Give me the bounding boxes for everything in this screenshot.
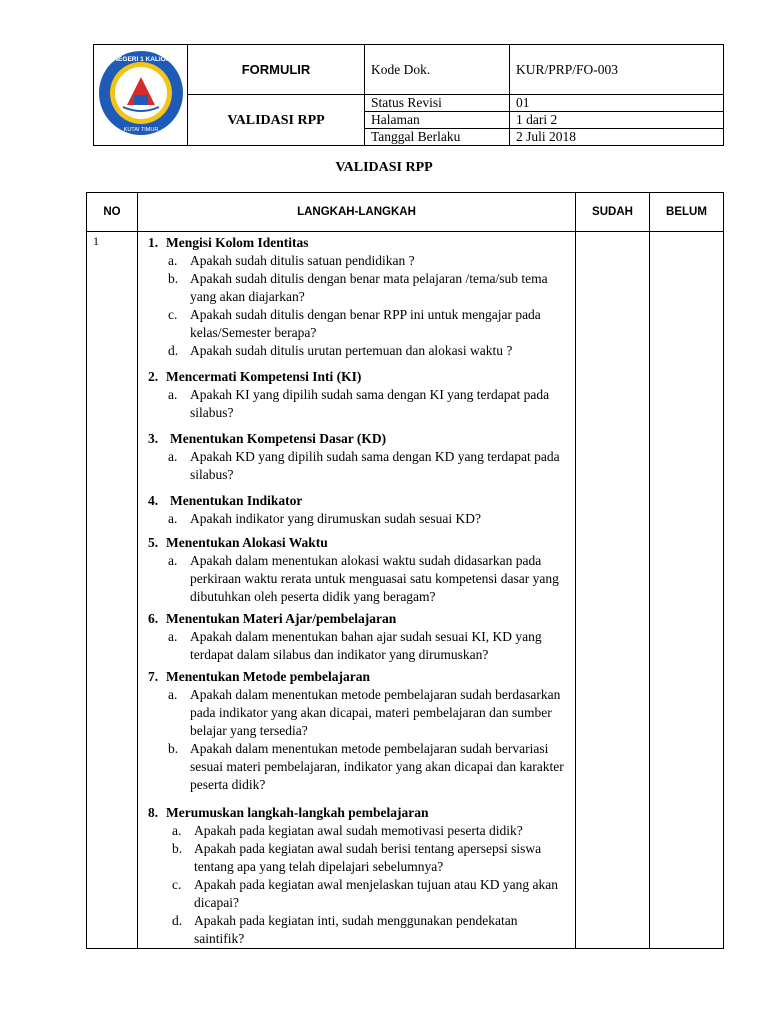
item-question: Apakah sudah ditulis dengan benar mata pelajaran /tema/sub tema yang akan diajarkan? (190, 271, 548, 304)
document-title: VALIDASI RPP (335, 160, 433, 175)
step-title (138, 234, 575, 252)
meta-value: 2 Juli 2018 (510, 129, 724, 146)
step-title-text: Mencermati Kompetensi Inti (KI) (166, 369, 362, 384)
step-title-text: Menentukan Indikator (170, 493, 303, 508)
item-letter: d. (172, 913, 183, 928)
step-8 (138, 804, 575, 948)
step-6 (138, 610, 575, 664)
checklist-item (138, 448, 575, 484)
meta-label: Halaman (365, 112, 510, 129)
item-letter: a. (168, 253, 178, 268)
item-letter: d. (168, 343, 179, 358)
step-title (138, 610, 575, 628)
item-question: Apakah KD yang dipilih sudah sama dengan KD yang terdapat pada silabus? (190, 449, 560, 482)
checklist-item (138, 876, 575, 912)
table-row (87, 232, 724, 949)
step-title (138, 368, 575, 386)
item-question: Apakah sudah ditulis satuan pendidikan ? (190, 253, 415, 268)
checklist-item (138, 912, 575, 948)
item-question: Apakah pada kegiatan awal menjelaskan tujuan atau KD yang akan dicapai? (194, 877, 558, 910)
step-number: 2. (148, 369, 159, 384)
step-number: 6. (148, 611, 159, 626)
step-3 (138, 430, 575, 484)
step-4 (138, 492, 575, 528)
checklist-item (138, 252, 575, 270)
meta-value: 01 (510, 95, 724, 112)
belum-checkbox-cell[interactable] (650, 232, 724, 949)
steps-cell (138, 232, 576, 949)
item-letter: c. (172, 877, 182, 892)
step-title-text: Mengisi Kolom Identitas (166, 235, 309, 250)
item-question: Apakah sudah ditulis urutan pertemuan dan alokasi waktu ? (190, 343, 513, 358)
document-header (93, 44, 724, 146)
meta-label: Kode Dok. (365, 45, 510, 95)
form-label: FORMULIR (241, 61, 311, 77)
item-letter: a. (168, 387, 178, 402)
logo-text: SMK NEGERI 1 KALIORANG (96, 56, 185, 63)
checklist-item (138, 386, 575, 422)
step-7 (138, 668, 575, 794)
form-title-cell (188, 95, 365, 146)
logo-cell (94, 45, 188, 146)
step-title-text: Merumuskan langkah-langkah pembelajaran (166, 805, 429, 820)
step-title (138, 804, 575, 822)
checklist-item (138, 628, 575, 664)
item-letter: b. (168, 271, 179, 286)
header-steps: LANGKAH-LANGKAH (138, 193, 576, 232)
step-number: 4. (148, 493, 159, 508)
step-title (138, 668, 575, 686)
checklist-item (138, 740, 575, 794)
item-question: Apakah pada kegiatan inti, sudah menggunakan pendekatan saintifik? (194, 913, 518, 946)
step-title (138, 534, 575, 552)
header-no: NO (87, 193, 138, 232)
step-title-text: Menentukan Kompetensi Dasar (KD) (170, 431, 387, 446)
step-title-text: Menentukan Alokasi Waktu (166, 535, 328, 550)
step-number: 8. (148, 805, 159, 820)
item-question: Apakah sudah ditulis dengan benar RPP ini untuk mengajar pada kelas/Semester berapa? (190, 307, 541, 340)
item-letter: b. (168, 741, 179, 756)
checklist-item (138, 270, 575, 306)
form-title: VALIDASI RPP (227, 112, 325, 128)
item-letter: a. (168, 511, 178, 526)
row-number: 1 (87, 232, 138, 949)
item-question: Apakah dalam menentukan bahan ajar sudah sesuai KI, KD yang terdapat dalam silabus dan indikator yang dirumuskan? (190, 629, 542, 662)
school-logo (97, 47, 185, 139)
item-letter: a. (168, 553, 178, 568)
checklist-item (138, 840, 575, 876)
step-number: 7. (148, 669, 159, 684)
steps-list (138, 234, 575, 948)
item-question: Apakah indikator yang dirumuskan sudah sesuai KD? (190, 511, 481, 526)
step-title (138, 492, 575, 510)
checklist-item (138, 552, 575, 606)
step-title-text: Menentukan Materi Ajar/pembelajaran (166, 611, 397, 626)
item-question: Apakah dalam menentukan alokasi waktu sudah didasarkan pada perkiraan waktu rerata untuk menguasai satu kompetensi dasar yang dibutuhkan oleh peserta didik yang beragam? (190, 553, 559, 604)
header-belum: BELUM (650, 193, 724, 232)
step-5 (138, 534, 575, 606)
step-1 (138, 234, 575, 360)
meta-value: KUR/PRP/FO-003 (510, 45, 724, 95)
item-question: Apakah dalam menentukan metode pembelajaran sudah bervariasi sesuai materi pembelajaran, indikator yang akan dicapai dan karakter peserta didik? (190, 741, 564, 792)
logo-subtext: KUTAI TIMUR (123, 127, 158, 133)
table-header-row (87, 193, 724, 232)
checklist-item (138, 686, 575, 740)
checklist-item (138, 306, 575, 342)
checklist-item (138, 342, 575, 360)
step-number: 5. (148, 535, 159, 550)
sudah-checkbox-cell[interactable] (576, 232, 650, 949)
item-letter: a. (168, 687, 178, 702)
item-letter: b. (172, 841, 183, 856)
step-number: 1. (148, 235, 159, 250)
step-title (138, 430, 575, 448)
meta-value: 1 dari 2 (510, 112, 724, 129)
meta-label: Tanggal Berlaku (365, 129, 510, 146)
validation-table (86, 192, 724, 949)
item-question: Apakah KI yang dipilih sudah sama dengan KI yang terdapat pada silabus? (190, 387, 550, 420)
step-title-text: Menentukan Metode pembelajaran (166, 669, 370, 684)
item-question: Apakah pada kegiatan awal sudah memotivasi peserta didik? (194, 823, 523, 838)
item-letter: a. (168, 449, 178, 464)
item-question: Apakah dalam menentukan metode pembelajaran sudah berdasarkan pada indikator yang akan dicapai, materi pembelajaran dan sumber belajar yang tersedia? (190, 687, 561, 738)
step-2 (138, 368, 575, 422)
item-letter: a. (168, 629, 178, 644)
checklist-item (138, 510, 575, 528)
item-question: Apakah pada kegiatan awal sudah berisi tentang apersepsi siswa tentang apa yang telah dipelajari sebelumnya? (194, 841, 542, 874)
header-sudah: SUDAH (576, 193, 650, 232)
item-letter: a. (172, 823, 182, 838)
checklist-item (138, 822, 575, 840)
item-letter: c. (168, 307, 178, 322)
meta-label: Status Revisi (365, 95, 510, 112)
form-label-cell (188, 45, 365, 95)
step-number: 3. (148, 431, 159, 446)
